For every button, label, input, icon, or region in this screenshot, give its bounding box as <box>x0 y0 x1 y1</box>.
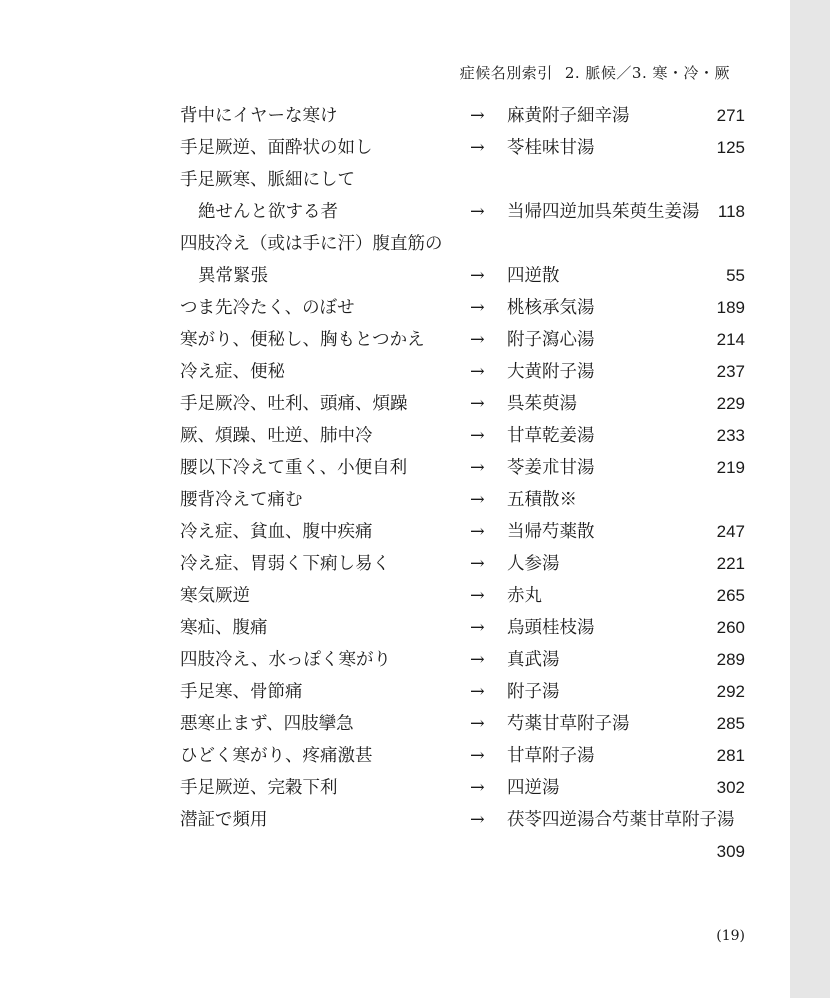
page-reference: 289 <box>716 650 745 669</box>
page-reference: 285 <box>716 714 745 733</box>
index-row <box>180 772 745 804</box>
index-row <box>180 260 745 292</box>
symptom-text: 悪寒止まず、四肢攣急 <box>180 714 354 734</box>
page-reference: 309 <box>716 842 745 861</box>
symptom-text: 手足寒、骨節痛 <box>180 682 303 702</box>
remedy-name: 苓姜朮甘湯 <box>507 458 595 478</box>
arrow-icon: → <box>470 426 485 446</box>
remedy-name: 呉茱萸湯 <box>507 394 577 414</box>
page-reference: 214 <box>716 330 745 349</box>
page-number: (19) <box>716 928 745 944</box>
remedy-name: 真武湯 <box>507 650 560 670</box>
arrow-icon: → <box>470 202 485 222</box>
symptom-text: 手足厥逆、面酔状の如し <box>180 138 373 158</box>
index-row <box>180 644 745 676</box>
index-row <box>180 228 745 260</box>
symptom-text: 四肢冷え、水っぽく寒がり <box>180 650 392 670</box>
remedy-name: 烏頭桂枝湯 <box>507 618 595 638</box>
symptom-text: 寒気厥逆 <box>180 586 250 606</box>
page-reference: 125 <box>716 138 745 157</box>
remedy-name: 四逆湯 <box>507 778 560 798</box>
remedy-name: 桃核承気湯 <box>507 298 595 318</box>
arrow-icon: → <box>470 682 485 702</box>
remedy-name: 茯苓四逆湯合芍薬甘草附子湯 <box>507 810 735 830</box>
arrow-icon: → <box>470 330 485 350</box>
index-row <box>180 708 745 740</box>
index-row <box>180 612 745 644</box>
symptom-text: つま先冷たく、のぼせ <box>180 298 355 318</box>
arrow-icon: → <box>470 778 485 798</box>
index-row <box>180 292 745 324</box>
remedy-name: 当帰四逆加呉茱萸生姜湯 <box>507 202 700 222</box>
remedy-name: 当帰芍薬散 <box>507 522 595 542</box>
page-reference: 237 <box>716 362 745 381</box>
arrow-icon: → <box>470 618 485 638</box>
scan-margin <box>790 0 830 998</box>
index-row <box>180 388 745 420</box>
remedy-name: 附子瀉心湯 <box>507 330 595 350</box>
index-row <box>180 580 745 612</box>
symptom-text: 厥、煩躁、吐逆、肺中冷 <box>180 426 373 446</box>
page-reference: 229 <box>716 394 745 413</box>
index-row <box>180 164 745 196</box>
index-row <box>180 516 745 548</box>
remedy-name: 大黄附子湯 <box>507 362 595 382</box>
remedy-name: 附子湯 <box>507 682 560 702</box>
symptom-text: 四肢冷え（或は手に汗）腹直筋の <box>180 234 443 254</box>
page-reference: 247 <box>716 522 745 541</box>
symptom-text: 寒疝、腹痛 <box>180 618 268 638</box>
header-part-2: 2. 脈候／ <box>564 64 632 82</box>
symptom-text: 潜証で頻用 <box>180 810 268 830</box>
arrow-icon: → <box>470 714 485 734</box>
arrow-icon: → <box>470 298 485 318</box>
remedy-name: 芍薬甘草附子湯 <box>507 714 630 734</box>
header-section: 症候名別索引 <box>459 64 553 82</box>
index-row <box>180 452 745 484</box>
page-reference: 219 <box>716 458 745 477</box>
page-reference: 55 <box>726 266 745 285</box>
index-row <box>180 804 745 836</box>
arrow-icon: → <box>470 554 485 574</box>
arrow-icon: → <box>470 810 485 830</box>
remedy-name: 五積散※ <box>507 490 577 510</box>
symptom-text: 手足厥逆、完穀下利 <box>180 778 338 798</box>
page-reference: 189 <box>716 298 745 317</box>
page-reference: 265 <box>716 586 745 605</box>
symptom-text: 冷え症、胃弱く下痢し易く <box>180 554 390 574</box>
index-row <box>180 100 745 132</box>
page-reference: 260 <box>716 618 745 637</box>
symptom-index-list <box>180 100 745 868</box>
remedy-name: 麻黄附子細辛湯 <box>507 106 630 126</box>
index-row <box>180 836 745 868</box>
arrow-icon: → <box>470 266 485 286</box>
page-reference: 281 <box>716 746 745 765</box>
arrow-icon: → <box>470 490 485 510</box>
remedy-name: 人参湯 <box>507 554 560 574</box>
index-row <box>180 740 745 772</box>
index-row <box>180 548 745 580</box>
index-row <box>180 196 745 228</box>
symptom-text: 腰背冷えて痛む <box>180 490 303 510</box>
arrow-icon: → <box>470 586 485 606</box>
arrow-icon: → <box>470 138 485 158</box>
page-reference: 292 <box>716 682 745 701</box>
arrow-icon: → <box>470 458 485 478</box>
symptom-text: 腰以下冷えて重く、小便自利 <box>180 458 408 478</box>
remedy-name: 甘草乾姜湯 <box>507 426 595 446</box>
symptom-text: 異常緊張 <box>198 266 268 286</box>
symptom-text: 手足厥寒、脈細にして <box>180 170 355 190</box>
page-reference: 271 <box>716 106 745 125</box>
symptom-text: 背中にイヤーな寒け <box>180 106 338 126</box>
remedy-name: 四逆散 <box>507 266 560 286</box>
index-row <box>180 132 745 164</box>
remedy-name: 苓桂味甘湯 <box>507 138 595 158</box>
index-row <box>180 356 745 388</box>
symptom-text: 絶せんと欲する者 <box>198 202 338 222</box>
arrow-icon: → <box>470 362 485 382</box>
arrow-icon: → <box>470 106 485 126</box>
remedy-name: 赤丸 <box>507 586 542 606</box>
page-reference: 118 <box>717 202 745 221</box>
running-header <box>460 62 730 83</box>
index-row <box>180 484 745 516</box>
page-reference: 302 <box>716 778 745 797</box>
arrow-icon: → <box>470 522 485 542</box>
symptom-text: 寒がり、便秘し、胸もとつかえ <box>180 330 425 350</box>
page-reference: 233 <box>716 426 745 445</box>
arrow-icon: → <box>470 394 485 414</box>
arrow-icon: → <box>470 746 485 766</box>
arrow-icon: → <box>470 650 485 670</box>
symptom-text: 冷え症、貧血、腹中疾痛 <box>180 522 373 542</box>
index-row <box>180 676 745 708</box>
page-reference: 221 <box>716 554 745 573</box>
symptom-text: 冷え症、便秘 <box>180 362 285 382</box>
remedy-name: 甘草附子湯 <box>507 746 595 766</box>
header-part-3: 3. 寒・冷・厥 <box>631 64 730 82</box>
symptom-text: ひどく寒がり、疼痛激甚 <box>180 746 373 766</box>
index-row <box>180 324 745 356</box>
index-row <box>180 420 745 452</box>
symptom-text: 手足厥冷、吐利、頭痛、煩躁 <box>180 394 408 414</box>
